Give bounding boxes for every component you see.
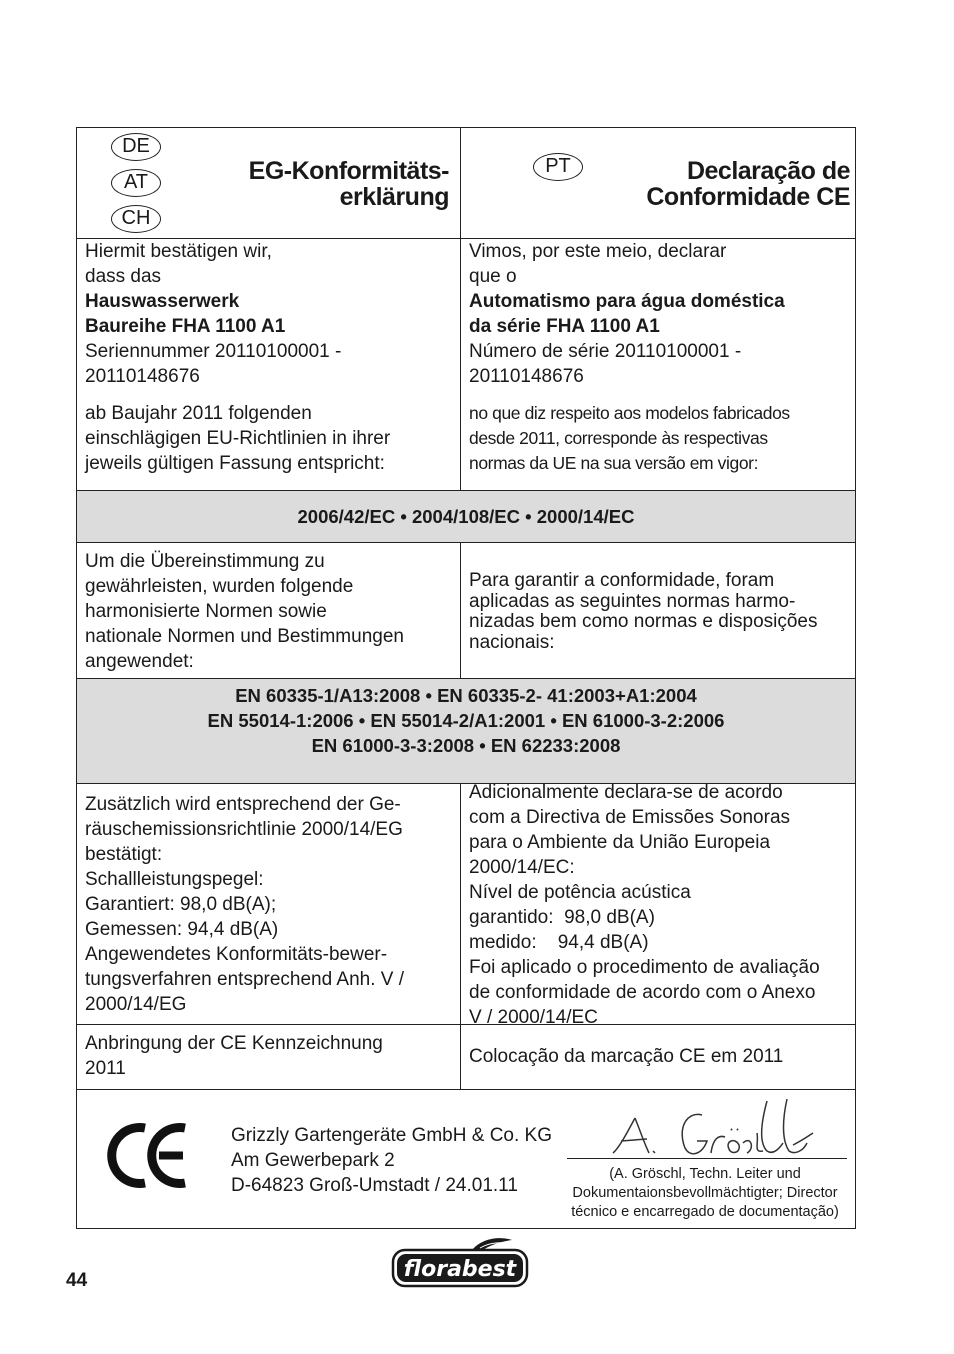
text-line: V / 2000/14/EC <box>469 1007 598 1024</box>
text-line: Nível de potência acústica <box>469 882 691 903</box>
text-line: dass das <box>85 266 162 287</box>
company-address <box>231 1123 552 1198</box>
text-line: räuschemissionsrichtlinie 2000/14/EG <box>85 819 403 840</box>
divider <box>77 1089 855 1090</box>
declaration-table <box>76 127 856 1229</box>
text-line: 20110148676 <box>85 366 200 387</box>
florabest-logo <box>390 1234 530 1290</box>
standards-text-de <box>85 549 455 674</box>
divider <box>77 542 855 543</box>
country-badge-de: DE <box>111 133 161 161</box>
caption-line: técnico e encarregado de documentação) <box>571 1204 839 1220</box>
standards-list <box>77 683 855 758</box>
text-line: Garantiert: 98,0 dB(A); <box>85 894 277 915</box>
text-line: Número de série 20110100001 - <box>469 341 742 362</box>
directive-text-de <box>85 401 455 476</box>
text-line: para o Ambiente da União Europeia <box>469 832 771 853</box>
text-line: Um die Übereinstimmung zu <box>85 551 325 572</box>
text-line: desde 2011, corresponde às respectivas <box>469 428 768 448</box>
text-line: Seriennummer 20110100001 - <box>85 341 342 362</box>
text-line: Foi aplicado o procedimento de avaliação <box>469 957 820 978</box>
directive-text-pt <box>469 401 853 476</box>
text-line: aplicadas as seguintes normas harmo- <box>469 590 796 612</box>
title-de-line-1: EG-Konformitäts- <box>248 157 449 185</box>
text-line: 20110148676 <box>469 366 584 387</box>
product-series-pt: da série FHA 1100 A1 <box>469 316 660 337</box>
ce-marking-pt: Colocação da marcação CE em 2011 <box>469 1046 784 1067</box>
standards-text-pt <box>469 571 853 653</box>
text-line: Vimos, por este meio, declarar <box>469 241 727 262</box>
title-de <box>197 158 449 210</box>
signature <box>607 1093 837 1163</box>
text-line: de conformidade de acordo com o Anexo <box>469 982 816 1003</box>
text-line: normas da UE na sua versão em vigor: <box>469 453 759 473</box>
noise-text-pt <box>469 780 853 1024</box>
standard-line: EN 60335-1/A13:2008 • EN 60335-2- 41:2003+A1:2004 <box>235 685 697 706</box>
text-line: 2011 <box>85 1058 126 1079</box>
text-line: gewährleisten, wurden folgende <box>85 576 354 597</box>
text-line: bestätigt: <box>85 844 163 865</box>
title-de-line-2: erklärung <box>339 183 449 211</box>
text-line: Gemessen: 94,4 dB(A) <box>85 919 279 940</box>
caption-line: (A. Gröschl, Techn. Leiter und <box>609 1166 801 1182</box>
product-series-de: Baureihe FHA 1100 A1 <box>85 316 286 337</box>
caption-line: Dokumentaionsbevollmächtigter; Director <box>572 1185 838 1201</box>
text-line: 2000/14/EG <box>85 994 187 1015</box>
column-divider <box>460 542 461 678</box>
company-city-date: D-64823 Groß-Umstadt / 24.01.11 <box>231 1175 518 1196</box>
text-line: tungsverfahren entsprechend Anh. V / <box>85 969 404 990</box>
text-line: angewendet: <box>85 651 194 672</box>
text-line: Hiermit bestätigen wir, <box>85 241 272 262</box>
text-line: Adicionalmente declara-se de acordo <box>469 782 783 803</box>
brand-name: florabest <box>403 1257 517 1282</box>
text-line: harmonisierte Normen sowie <box>85 601 327 622</box>
text-line: garantido: 98,0 dB(A) <box>469 907 655 928</box>
company-name: Grizzly Gartengeräte GmbH & Co. KG <box>231 1125 552 1146</box>
intro-pt <box>469 239 853 389</box>
text-line: no que diz respeito aos modelos fabricados <box>469 403 790 423</box>
column-divider <box>460 783 461 1089</box>
ce-marking-de <box>85 1031 455 1081</box>
ce-logo <box>107 1118 192 1193</box>
text-line: nacionais: <box>469 631 555 653</box>
text-line: Schallleistungspegel: <box>85 869 264 890</box>
title-pt-line-2: Conformidade CE <box>646 183 850 211</box>
text-line: medido: 94,4 dB(A) <box>469 932 649 953</box>
text-line: nationale Normen und Bestimmungen <box>85 626 404 647</box>
text-line: Para garantir a conformidade, foram <box>469 570 775 591</box>
intro-de <box>85 239 455 389</box>
text-line: Anbringung der CE Kennzeichnung <box>85 1033 383 1054</box>
divider <box>77 1024 855 1025</box>
page-number: 44 <box>66 1270 88 1291</box>
title-pt <box>577 158 850 210</box>
text-line: jeweils gültigen Fassung entspricht: <box>85 453 385 474</box>
text-line: Zusätzlich wird entsprechend der Ge- <box>85 794 401 815</box>
title-pt-line-1: Declaração de <box>686 157 850 185</box>
standard-line: EN 55014-1:2006 • EN 55014-2/A1:2001 • EN 61000-3-2:2006 <box>207 710 725 731</box>
country-badge-at: AT <box>111 169 161 197</box>
product-name-de: Hauswasserwerk <box>85 291 240 312</box>
text-line: einschlägigen EU-Richtlinien in ihrer <box>85 428 391 449</box>
text-line: ab Baujahr 2011 folgenden <box>85 403 312 424</box>
text-line: que o <box>469 266 517 287</box>
text-line: nizadas bem como normas e disposições <box>469 611 818 632</box>
text-line: Angewendetes Konformitäts-bewer- <box>85 944 388 965</box>
signature-caption <box>555 1165 855 1222</box>
company-street: Am Gewerbepark 2 <box>231 1150 395 1171</box>
country-badge-pt: PT <box>533 153 583 181</box>
text-line: 2000/14/EC: <box>469 857 575 878</box>
standard-line: EN 61000-3-3:2008 • EN 62233:2008 <box>311 735 621 756</box>
noise-text-de <box>85 792 455 1017</box>
signature-line <box>567 1158 847 1159</box>
directives-list: 2006/42/EC • 2004/108/EC • 2000/14/EC <box>297 506 635 527</box>
column-divider <box>460 128 461 490</box>
text-line: com a Directiva de Emissões Sonoras <box>469 807 791 828</box>
country-badge-ch: CH <box>111 205 161 233</box>
product-name-pt: Automatismo para água doméstica <box>469 291 785 312</box>
